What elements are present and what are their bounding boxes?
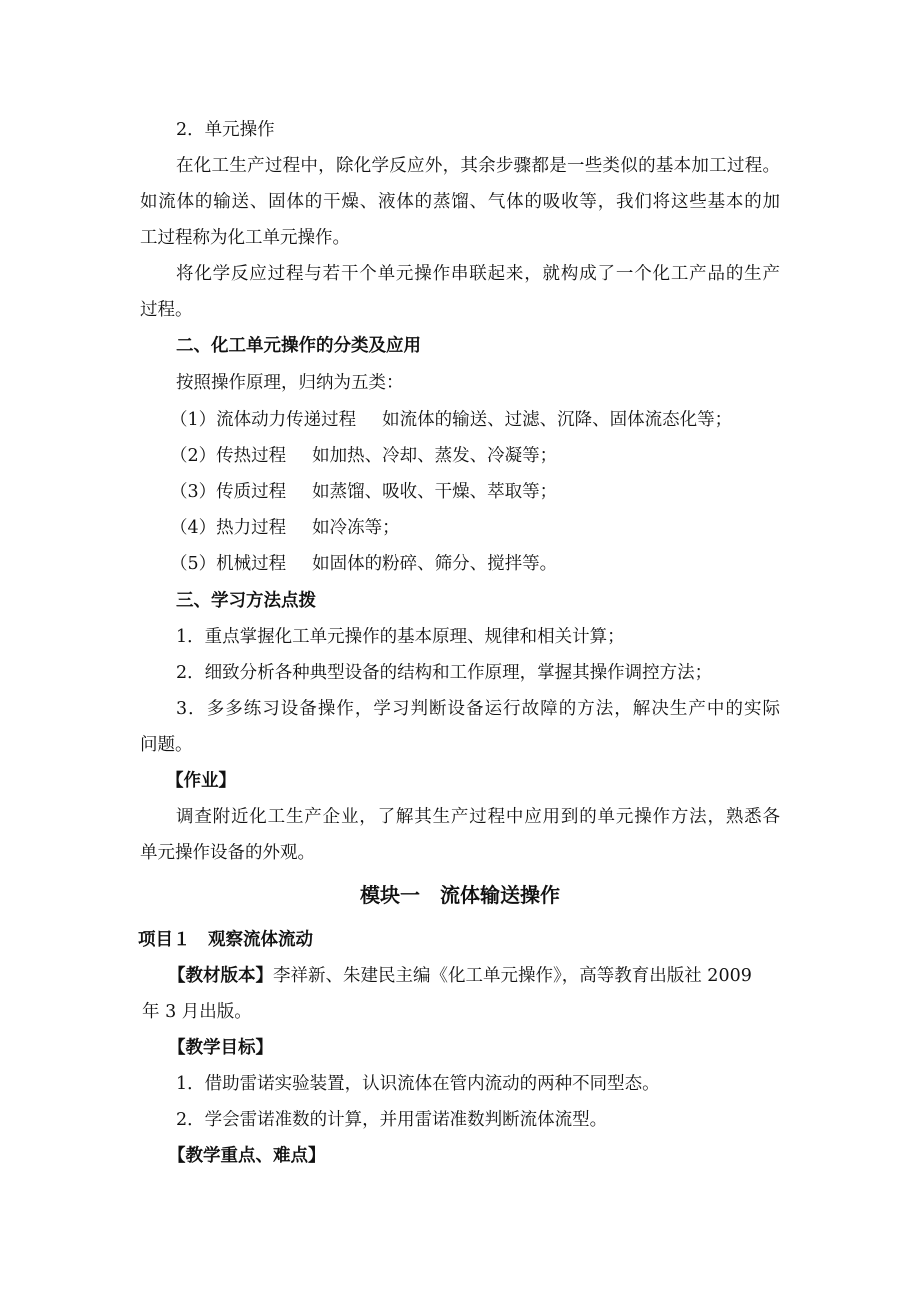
classification-intro: 按照操作原理，归纳为五类： — [176, 373, 404, 393]
study-method-item: 3．多多练习设备操作，学习判断设备运行故障的方法，解决生产中的实际 — [176, 699, 780, 719]
module-title: 模块一 流体输送操作 — [360, 883, 560, 907]
objective-item: 2．学会雷诺准数的计算，并用雷诺准数判断流体流型。 — [176, 1110, 608, 1130]
paragraph-line: 在化工生产过程中，除化学反应外，其余步骤都是一些类似的基本加工过程。 — [176, 156, 780, 176]
homework-text: 调查附近化工生产企业，了解其生产过程中应用到的单元操作方法，熟悉各 — [176, 807, 780, 827]
classification-item: （1）流体动力传递过程 如流体的输送、过滤、沉降、固体流态化等； — [170, 410, 733, 430]
classification-item: （2）传热过程 如加热、冷却、蒸发、冷凝等； — [170, 446, 558, 466]
homework-text: 单元操作设备的外观。 — [140, 843, 315, 863]
key-points-heading: 【教学重点、难点】 — [168, 1146, 326, 1166]
section-heading-study-methods: 三、学习方法点拨 — [176, 591, 316, 611]
objectives-heading: 【教学目标】 — [168, 1038, 273, 1058]
study-method-item-continuation: 问题。 — [140, 735, 193, 755]
subsection-heading-unit-operations: 2．单元操作 — [176, 120, 275, 140]
paragraph-line: 将化学反应过程与若干个单元操作串联起来，就构成了一个化工产品的生产 — [176, 264, 780, 284]
study-method-item: 2．细致分析各种典型设备的结构和工作原理，掌握其操作调控方法； — [176, 663, 713, 683]
section-heading-classification: 二、化工单元操作的分类及应用 — [176, 336, 421, 356]
textbook-line-continuation: 年 3 月出版。 — [142, 1002, 252, 1022]
classification-item: （5）机械过程 如固体的粉碎、筛分、搅拌等。 — [170, 554, 558, 574]
homework-heading: 【作业】 — [166, 771, 236, 791]
paragraph-line: 工过程称为化工单元操作。 — [140, 228, 350, 248]
textbook-label: 【教材版本】 — [168, 966, 273, 986]
paragraph-line: 过程。 — [140, 300, 193, 320]
study-method-item: 1．重点掌握化工单元操作的基本原理、规律和相关计算； — [176, 627, 625, 647]
objective-item: 1．借助雷诺实验装置，认识流体在管内流动的两种不同型态。 — [176, 1074, 660, 1094]
project-title: 项目１ 观察流体流动 — [138, 930, 313, 950]
textbook-line: 【教材版本】李祥新、朱建民主编《化工单元操作》，高等教育出版社 2009 — [168, 966, 752, 986]
classification-item: （4）热力过程 如冷冻等； — [170, 518, 400, 538]
paragraph-line: 如流体的输送、固体的干燥、液体的蒸馏、气体的吸收等，我们将这些基本的加 — [140, 192, 780, 212]
classification-item: （3）传质过程 如蒸馏、吸收、干燥、萃取等； — [170, 482, 558, 502]
